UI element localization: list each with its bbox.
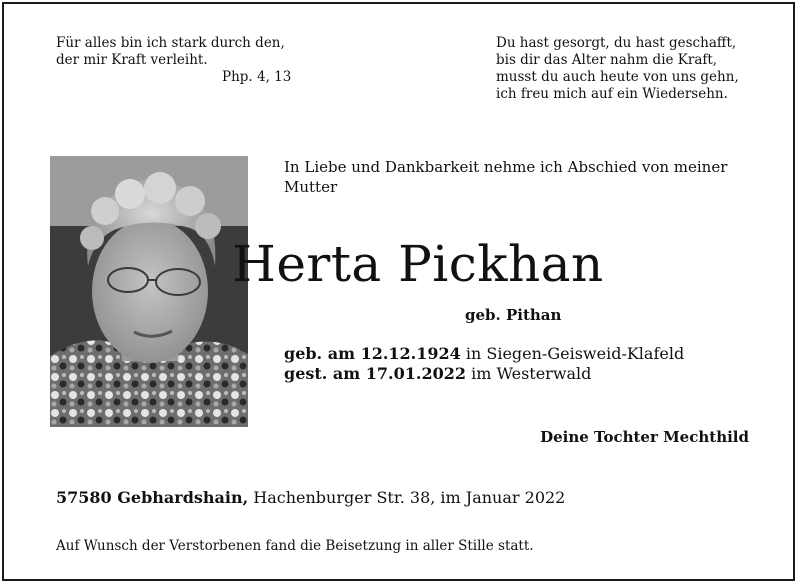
birth-line <box>284 343 684 364</box>
intro-line-2: Mutter <box>284 178 338 196</box>
birth-date: geb. am 12.12.1924 <box>284 344 461 363</box>
verse-right-line-3: musst du auch heute von uns gehn, <box>496 69 739 85</box>
verse-reference: Php. 4, 13 <box>222 69 292 85</box>
address-street: Hachenburger Str. 38, im Januar 2022 <box>253 488 566 507</box>
death-date: gest. am 17.01.2022 <box>284 364 466 383</box>
burial-note: Auf Wunsch der Verstorbenen fand die Beisetzung in aller Stille statt. <box>56 538 534 554</box>
address-city: 57580 Gebhardshain, <box>56 488 249 507</box>
verse-right-line-1: Du hast gesorgt, du hast geschafft, <box>496 35 737 51</box>
deceased-name: Herta Pickhan <box>232 235 604 293</box>
birth-place: in Siegen-Geisweid-Klafeld <box>465 344 685 363</box>
maiden-name: geb. Pithan <box>465 306 562 324</box>
death-line <box>284 363 591 384</box>
verse-left-line-2: der mir Kraft verleiht. <box>56 52 208 68</box>
intro-line-1: In Liebe und Dankbarkeit nehme ich Abschied von meiner <box>284 158 728 176</box>
verse-right-line-2: bis dir das Alter nahm die Kraft, <box>496 52 718 68</box>
death-place: im Westerwald <box>471 364 592 383</box>
signature: Deine Tochter Mechthild <box>540 428 749 446</box>
address-line <box>56 487 565 508</box>
verse-left-line-1: Für alles bin ich stark durch den, <box>56 35 285 51</box>
verse-right-line-4: ich freu mich auf ein Wiedersehn. <box>496 86 728 102</box>
